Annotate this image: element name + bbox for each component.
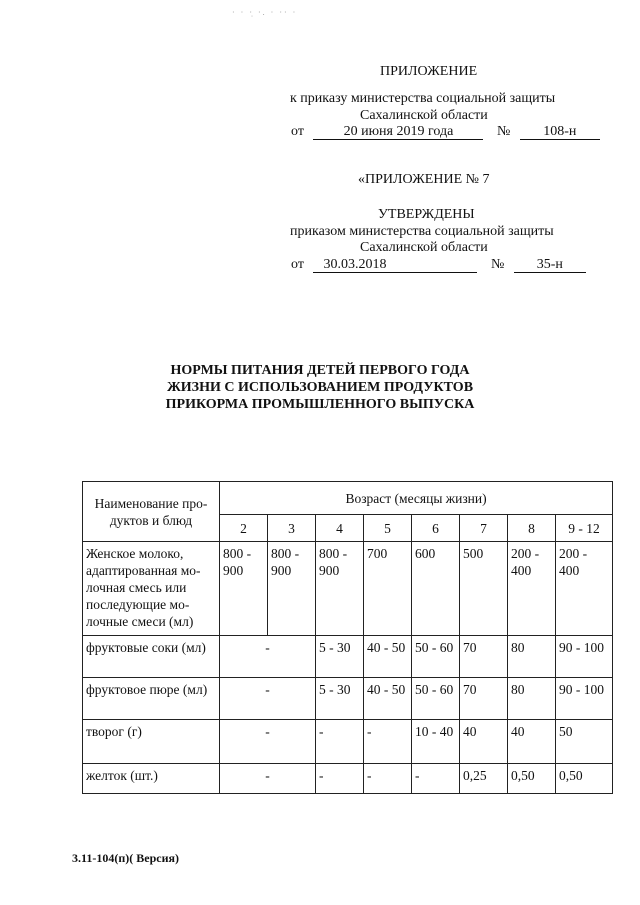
value-cell: 40 - 50 — [364, 678, 412, 720]
value-cell: 10 - 40 — [412, 720, 460, 764]
table-row — [83, 764, 613, 794]
value-cell: 50 - 60 — [412, 678, 460, 720]
value-cell: 40 - 50 — [364, 636, 412, 678]
by-order-line: приказом министерства социальной защиты — [290, 224, 554, 239]
age-cell: 2 — [220, 515, 268, 542]
value-cell: 700 — [364, 542, 412, 636]
order-date: 20 июня 2019 года — [313, 125, 483, 140]
table-row — [83, 678, 613, 720]
value-cell: 800 - 900 — [316, 542, 364, 636]
value-cell: 5 - 30 — [316, 678, 364, 720]
appendix-heading: ПРИЛОЖЕНИЕ — [380, 64, 478, 79]
merged-value-cell: - — [220, 678, 316, 720]
region-line: Сахалинской области — [360, 108, 488, 123]
product-name: творог (г) — [83, 720, 220, 764]
title-line: ПРИКОРМА ПРОМЫШЛЕННОГО ВЫПУСКА — [165, 397, 475, 412]
order-number: 108-н — [520, 125, 600, 140]
value-cell: 80 — [508, 678, 556, 720]
value-cell: 800 - 900 — [268, 542, 316, 636]
value-cell: 50 — [556, 720, 613, 764]
table-header-row — [83, 482, 613, 515]
table-row — [83, 636, 613, 678]
approval-number: 35-н — [514, 258, 586, 273]
region-line-2: Сахалинской области — [360, 240, 488, 255]
nutrition-norms-table — [82, 481, 613, 794]
value-cell: 80 — [508, 636, 556, 678]
age-cell: 7 — [460, 515, 508, 542]
product-name: Женское молоко, адаптированная мо-лочная смесь или последующие мо-лочные смеси (мл) — [83, 542, 220, 636]
from-label-2: от — [291, 257, 304, 272]
age-cell: 8 — [508, 515, 556, 542]
value-cell: 90 - 100 — [556, 636, 613, 678]
value-cell: - — [316, 764, 364, 794]
product-name: фруктовые соки (мл) — [83, 636, 220, 678]
merged-value-cell: - — [220, 636, 316, 678]
value-cell: 40 — [460, 720, 508, 764]
approval-date-row — [291, 257, 586, 273]
title-line: НОРМЫ ПИТАНИЯ ДЕТЕЙ ПЕРВОГО ГОДА — [170, 363, 470, 378]
value-cell: - — [364, 720, 412, 764]
value-cell: 200 - 400 — [556, 542, 613, 636]
value-cell: 40 — [508, 720, 556, 764]
age-group-header: Возраст (месяцы жизни) — [220, 482, 613, 515]
value-cell: 50 - 60 — [412, 636, 460, 678]
approval-date: 30.03.2018 — [313, 258, 477, 273]
product-column-header: Наименование про-дуктов и блюд — [83, 482, 220, 542]
approved-heading: УТВЕРЖДЕНЫ — [378, 207, 475, 222]
value-cell: - — [412, 764, 460, 794]
scan-artifact: · · ·̣ ·. · ·· · — [232, 8, 298, 17]
age-cell: 3 — [268, 515, 316, 542]
age-cell: 5 — [364, 515, 412, 542]
merged-value-cell: - — [220, 720, 316, 764]
value-cell: 600 — [412, 542, 460, 636]
value-cell: 0,50 — [508, 764, 556, 794]
merged-value-cell: - — [220, 764, 316, 794]
age-cell: 6 — [412, 515, 460, 542]
value-cell: 5 - 30 — [316, 636, 364, 678]
age-cell: 9 - 12 — [556, 515, 613, 542]
title-line: ЖИЗНИ С ИСПОЛЬЗОВАНИЕМ ПРОДУКТОВ — [166, 380, 474, 395]
document-footer: 3.11-104(п)( Версия) — [72, 851, 179, 865]
product-name: желток (шт.) — [83, 764, 220, 794]
value-cell: - — [316, 720, 364, 764]
age-cell: 4 — [316, 515, 364, 542]
document-title — [110, 362, 530, 413]
value-cell: 0,50 — [556, 764, 613, 794]
value-cell: 70 — [460, 636, 508, 678]
value-cell: - — [364, 764, 412, 794]
value-cell: 200 - 400 — [508, 542, 556, 636]
to-order-line: к приказу министерства социальной защиты — [290, 91, 556, 106]
table-row — [83, 720, 613, 764]
appendix-number: «ПРИЛОЖЕНИЕ № 7 — [358, 172, 490, 187]
product-name: фруктовое пюре (мл) — [83, 678, 220, 720]
value-cell: 0,25 — [460, 764, 508, 794]
number-sign: № — [496, 124, 511, 139]
value-cell: 90 - 100 — [556, 678, 613, 720]
value-cell: 800 - 900 — [220, 542, 268, 636]
table-row — [83, 542, 613, 636]
value-cell: 500 — [460, 542, 508, 636]
number-sign-2: № — [490, 257, 505, 272]
value-cell: 70 — [460, 678, 508, 720]
order-date-row — [291, 124, 600, 140]
from-label: от — [291, 124, 304, 139]
